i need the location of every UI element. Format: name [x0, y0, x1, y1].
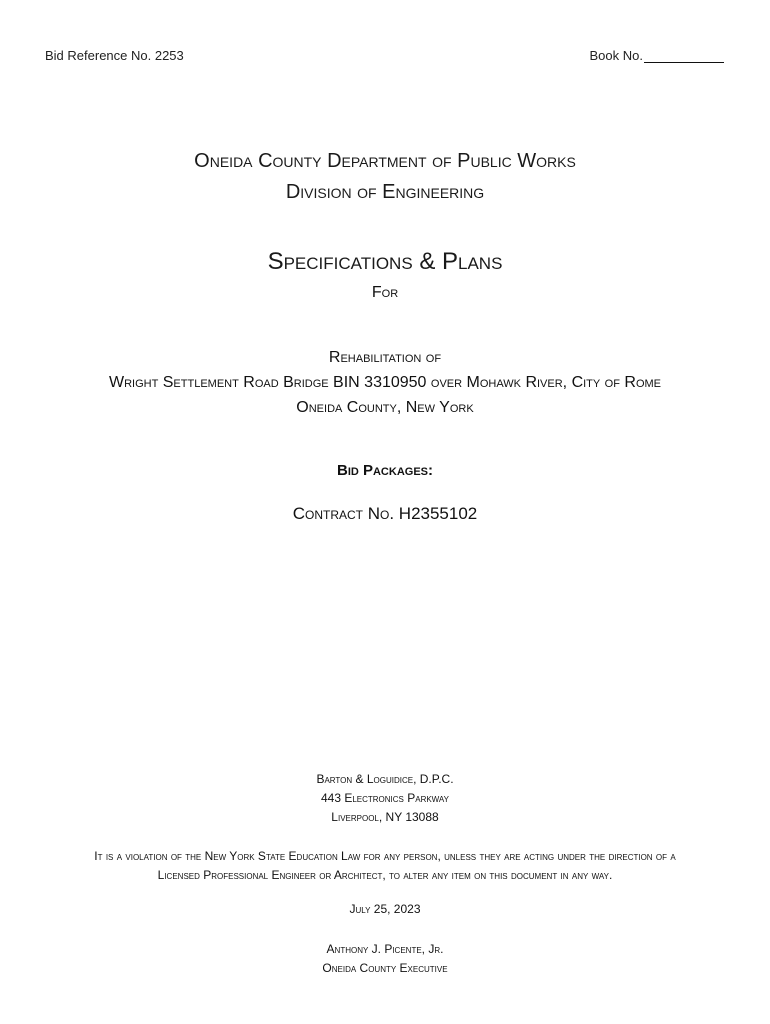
executive-block [0, 940, 770, 978]
book-number [590, 48, 724, 63]
bid-reference: Bid Reference No. 2253 [45, 48, 184, 63]
department-heading [0, 146, 770, 208]
violation-line-1: It is a violation of the New York State Education Law for any person, unless they are acting under the direction of a [94, 849, 676, 863]
violation-line-2: Licensed Professional Engineer or Architect, to alter any item on this document in any way. [157, 868, 613, 882]
project-description [0, 345, 770, 420]
firm-name: Barton & Loguidice, D.P.C. [316, 772, 454, 786]
firm-block [0, 770, 770, 827]
bid-packages-label: Bid Packages: [336, 462, 433, 479]
book-label: Book No. [589, 48, 643, 63]
project-line-3: Oneida County, New York [296, 399, 474, 416]
document-date: July 25, 2023 [349, 902, 421, 916]
executive-title: Oneida County Executive [322, 961, 448, 975]
project-line-1: Rehabilitation of [328, 349, 442, 366]
for-label: For [371, 284, 399, 301]
violation-notice [0, 847, 770, 885]
division-name: Division of Engineering [285, 181, 485, 203]
executive-name: Anthony J. Picente, Jr. [326, 942, 444, 956]
book-number-blank [644, 48, 724, 63]
contract-number: Contract No. H2355102 [292, 504, 478, 523]
firm-city: Liverpool, NY 13088 [331, 810, 439, 824]
document-title: Specifications & Plans [267, 248, 503, 275]
project-line-2: Wright Settlement Road Bridge BIN 3310950 over Mohawk River, City of Rome [108, 374, 662, 391]
firm-street: 443 Electronics Parkway [320, 791, 450, 805]
department-name: Oneida County Department of Public Works [194, 150, 576, 172]
